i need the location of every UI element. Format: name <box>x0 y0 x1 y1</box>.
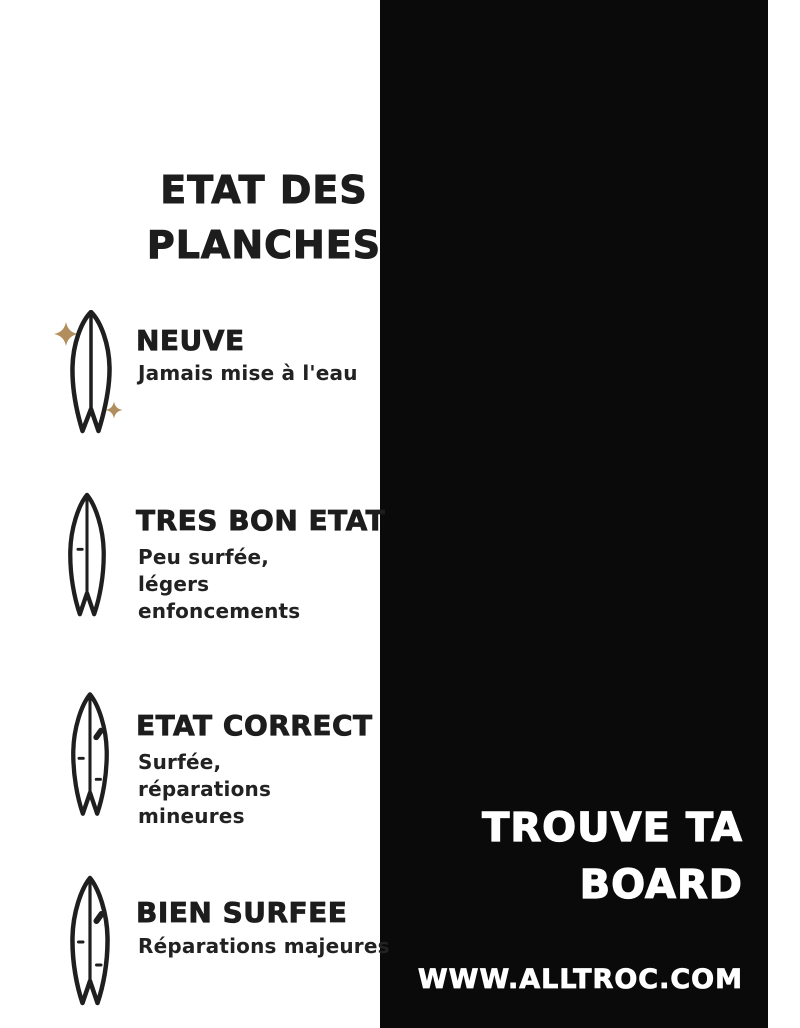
item-desc-bien-surfee: Réparations majeures <box>138 934 390 958</box>
item-desc-etat-correct: Surfée, réparations mineures <box>138 750 272 828</box>
item-desc-neuve: Jamais mise à l'eau <box>138 361 358 385</box>
surfboard-new-icon <box>52 310 128 434</box>
surfboard-correct-icon <box>69 691 111 818</box>
item-title-etat-correct: ETAT CORRECT <box>136 709 373 742</box>
surfboard-very-good-icon <box>66 491 108 619</box>
page-title-line2: PLANCHES <box>146 223 382 267</box>
item-title-neuve: NEUVE <box>136 324 245 357</box>
website-url: WWW.ALLTROC.COM <box>417 964 743 995</box>
tagline-line2: BOARD <box>579 862 743 908</box>
tagline <box>482 800 743 914</box>
page-title-line1: ETAT DES <box>160 168 368 212</box>
sparkle-icon <box>106 402 123 419</box>
item-desc-tres-bon-etat: Peu surfée, légers enfoncements <box>138 545 301 623</box>
repair-patch-mark <box>96 731 101 738</box>
item-title-tres-bon-etat: TRES BON ETAT <box>136 504 386 537</box>
repair-patch-mark <box>97 914 102 921</box>
surfboard-well-used-icon <box>68 873 112 1009</box>
item-title-bien-surfee: BIEN SURFEE <box>136 896 348 929</box>
page-title <box>104 163 424 273</box>
tagline-line1: TROUVE TA <box>482 805 743 851</box>
